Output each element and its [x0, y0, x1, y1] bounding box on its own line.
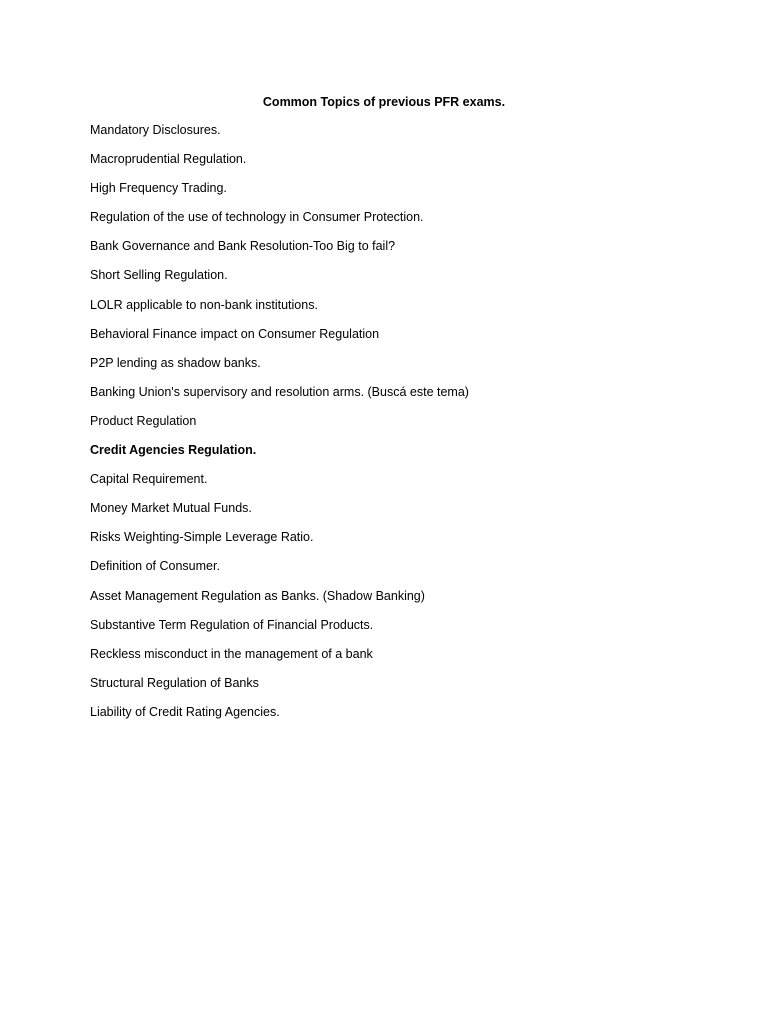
topic-item: Regulation of the use of technology in Consumer Protection. — [90, 210, 424, 225]
topic-item: Product Regulation — [90, 413, 197, 428]
topic-item: Mandatory Disclosures. — [90, 123, 221, 137]
topic-item: Reckless misconduct in the management of a bank — [90, 646, 373, 661]
document-title: Common Topics of previous PFR exams. — [262, 95, 506, 109]
topic-item: P2P lending as shadow banks. — [90, 355, 261, 370]
topic-item: Money Market Mutual Funds. — [90, 501, 252, 516]
topic-item: Credit Agencies Regulation. — [90, 443, 257, 458]
topic-item: Short Selling Regulation. — [90, 268, 228, 283]
topic-list — [90, 122, 730, 733]
topic-item: LOLR applicable to non-bank institutions. — [90, 297, 318, 312]
topic-item: Substantive Term Regulation of Financial Products. — [90, 617, 374, 632]
topic-item: Macroprudential Regulation. — [90, 152, 247, 167]
topic-item: Banking Union's supervisory and resolution arms. (Buscá este tema) — [90, 384, 469, 399]
topic-item: Risks Weighting-Simple Leverage Ratio. — [90, 530, 314, 545]
topic-item: High Frequency Trading. — [90, 181, 227, 196]
topic-item: Liability of Credit Rating Agencies. — [90, 704, 280, 719]
topic-item: Asset Management Regulation as Banks. (Shadow Banking) — [90, 588, 425, 603]
topic-item: Bank Governance and Bank Resolution-Too Big to fail? — [90, 239, 396, 254]
topic-item: Behavioral Finance impact on Consumer Regulation — [90, 326, 380, 341]
topic-item: Capital Requirement. — [90, 472, 208, 487]
topic-item: Definition of Consumer. — [90, 559, 220, 574]
topic-item: Structural Regulation of Banks — [90, 675, 259, 690]
